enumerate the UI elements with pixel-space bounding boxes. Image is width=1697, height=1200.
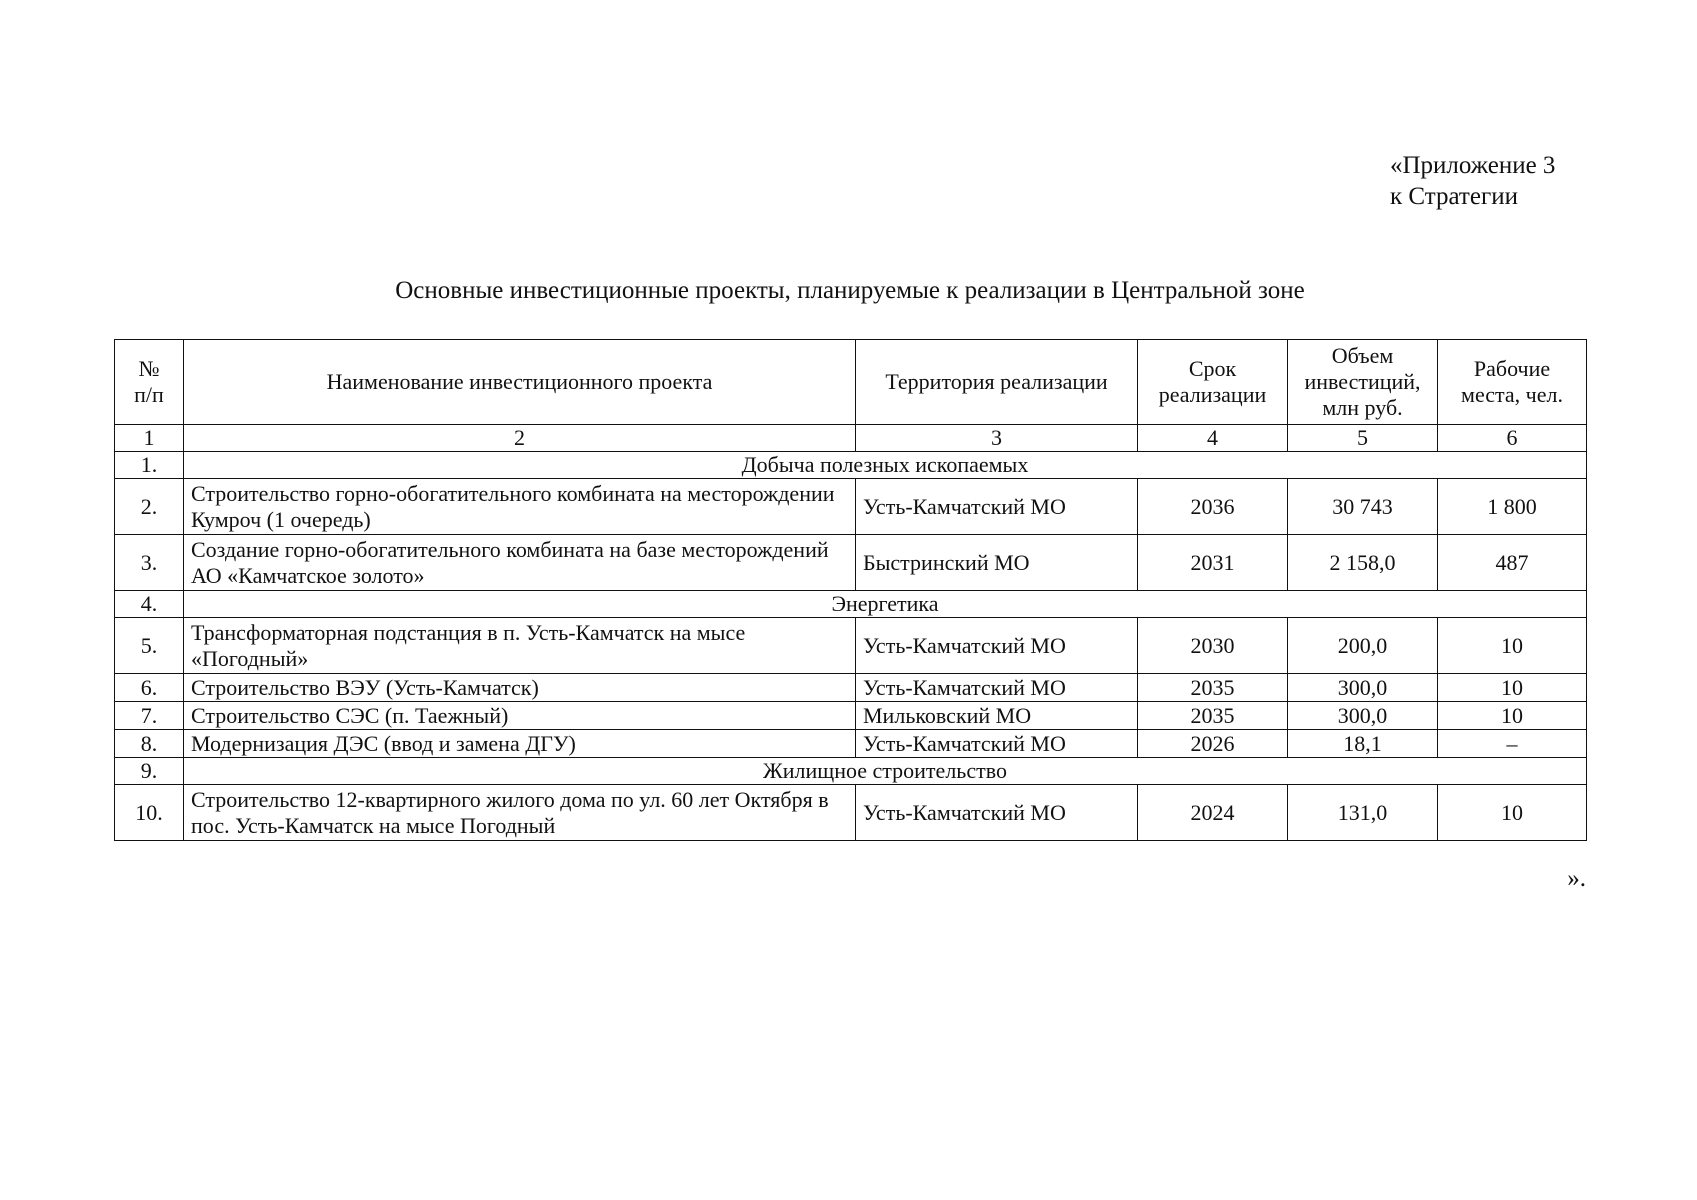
project-jobs: 1 800 bbox=[1438, 479, 1587, 535]
header-investment bbox=[1288, 340, 1438, 425]
project-territory: Усть-Камчатский МО bbox=[856, 618, 1138, 674]
column-number: 3 bbox=[856, 425, 1138, 452]
project-investment: 30 743 bbox=[1288, 479, 1438, 535]
project-territory: Быстринский МО bbox=[856, 535, 1138, 591]
table-row bbox=[115, 674, 1587, 702]
project-name: Строительство СЭС (п. Таежный) bbox=[184, 702, 856, 730]
project-investment: 131,0 bbox=[1288, 785, 1438, 841]
project-territory: Мильковский МО bbox=[856, 702, 1138, 730]
project-investment: 18,1 bbox=[1288, 730, 1438, 758]
project-territory: Усть-Камчатский МО bbox=[856, 785, 1138, 841]
project-name: Строительство 12-квартирного жилого дома по ул. 60 лет Октября в пос. Усть-Камчатск на мысе Погодный bbox=[184, 785, 856, 841]
section-title: Энергетика bbox=[184, 591, 1587, 618]
table-header bbox=[115, 340, 1587, 452]
header-num-line-2: п/п bbox=[134, 382, 164, 407]
project-term: 2026 bbox=[1138, 730, 1288, 758]
header-jobs-line-2: места, чел. bbox=[1461, 382, 1563, 407]
project-territory: Усть-Камчатский МО bbox=[856, 479, 1138, 535]
column-number: 6 bbox=[1438, 425, 1587, 452]
row-number: 4. bbox=[115, 591, 184, 618]
table-row bbox=[115, 730, 1587, 758]
appendix-line-1: «Приложение 3 bbox=[1390, 152, 1556, 179]
header-investment-line-3: млн руб. bbox=[1322, 395, 1403, 420]
row-number: 3. bbox=[115, 535, 184, 591]
project-name: Создание горно-обогатительного комбината на базе месторождений АО «Камчатское золото» bbox=[184, 535, 856, 591]
project-jobs: – bbox=[1438, 730, 1587, 758]
table-row bbox=[115, 618, 1587, 674]
header-num-line-1: № bbox=[138, 356, 160, 381]
appendix-line-2: к Стратегии bbox=[1390, 183, 1518, 210]
project-jobs: 10 bbox=[1438, 674, 1587, 702]
project-investment: 300,0 bbox=[1288, 674, 1438, 702]
header-investment-line-2: инвестиций, bbox=[1304, 369, 1421, 394]
project-name: Строительство ВЭУ (Усть-Камчатск) bbox=[184, 674, 856, 702]
closing-quote-mark: ». bbox=[1567, 865, 1586, 892]
header-num bbox=[115, 340, 184, 425]
project-term: 2030 bbox=[1138, 618, 1288, 674]
table-row bbox=[115, 785, 1587, 841]
projects-table bbox=[114, 339, 1587, 841]
project-jobs: 10 bbox=[1438, 618, 1587, 674]
column-number: 2 bbox=[184, 425, 856, 452]
project-investment: 2 158,0 bbox=[1288, 535, 1438, 591]
section-row bbox=[115, 591, 1587, 618]
project-name: Модернизация ДЭС (ввод и замена ДГУ) bbox=[184, 730, 856, 758]
project-term: 2031 bbox=[1138, 535, 1288, 591]
row-number: 1. bbox=[115, 452, 184, 479]
header-project-name: Наименование инвестиционного проекта bbox=[184, 340, 856, 425]
row-number: 5. bbox=[115, 618, 184, 674]
project-jobs: 487 bbox=[1438, 535, 1587, 591]
project-jobs: 10 bbox=[1438, 785, 1587, 841]
header-jobs bbox=[1438, 340, 1587, 425]
project-territory: Усть-Камчатский МО bbox=[856, 674, 1138, 702]
section-row bbox=[115, 452, 1587, 479]
table-row bbox=[115, 479, 1587, 535]
row-number: 8. bbox=[115, 730, 184, 758]
column-number: 4 bbox=[1138, 425, 1288, 452]
document-title: Основные инвестиционные проекты, планируемые к реализации в Центральной зоне bbox=[395, 277, 1305, 304]
row-number: 10. bbox=[115, 785, 184, 841]
project-name: Строительство горно-обогатительного комбината на месторождении Кумроч (1 очередь) bbox=[184, 479, 856, 535]
project-territory: Усть-Камчатский МО bbox=[856, 730, 1138, 758]
project-term: 2035 bbox=[1138, 674, 1288, 702]
section-row bbox=[115, 758, 1587, 785]
column-number: 5 bbox=[1288, 425, 1438, 452]
section-title: Добыча полезных ископаемых bbox=[184, 452, 1587, 479]
project-jobs: 10 bbox=[1438, 702, 1587, 730]
project-investment: 300,0 bbox=[1288, 702, 1438, 730]
project-name: Трансформаторная подстанция в п. Усть-Камчатск на мысе «Погодный» bbox=[184, 618, 856, 674]
table-row bbox=[115, 702, 1587, 730]
header-investment-line-1: Объем bbox=[1331, 343, 1394, 368]
project-term: 2035 bbox=[1138, 702, 1288, 730]
project-investment: 200,0 bbox=[1288, 618, 1438, 674]
row-number: 2. bbox=[115, 479, 184, 535]
header-term bbox=[1138, 340, 1288, 425]
table-body bbox=[115, 452, 1587, 841]
header-territory: Территория реализации bbox=[856, 340, 1138, 425]
project-term: 2036 bbox=[1138, 479, 1288, 535]
header-term-line-1: Срок bbox=[1188, 356, 1237, 381]
table-row bbox=[115, 535, 1587, 591]
header-jobs-line-1: Рабочие bbox=[1473, 356, 1551, 381]
header-term-line-2: реализации bbox=[1158, 382, 1267, 407]
column-number: 1 bbox=[115, 425, 184, 452]
section-title: Жилищное строительство bbox=[184, 758, 1587, 785]
row-number: 6. bbox=[115, 674, 184, 702]
project-term: 2024 bbox=[1138, 785, 1288, 841]
column-numbers-row bbox=[115, 425, 1587, 452]
row-number: 9. bbox=[115, 758, 184, 785]
appendix-label bbox=[1390, 150, 1555, 212]
row-number: 7. bbox=[115, 702, 184, 730]
